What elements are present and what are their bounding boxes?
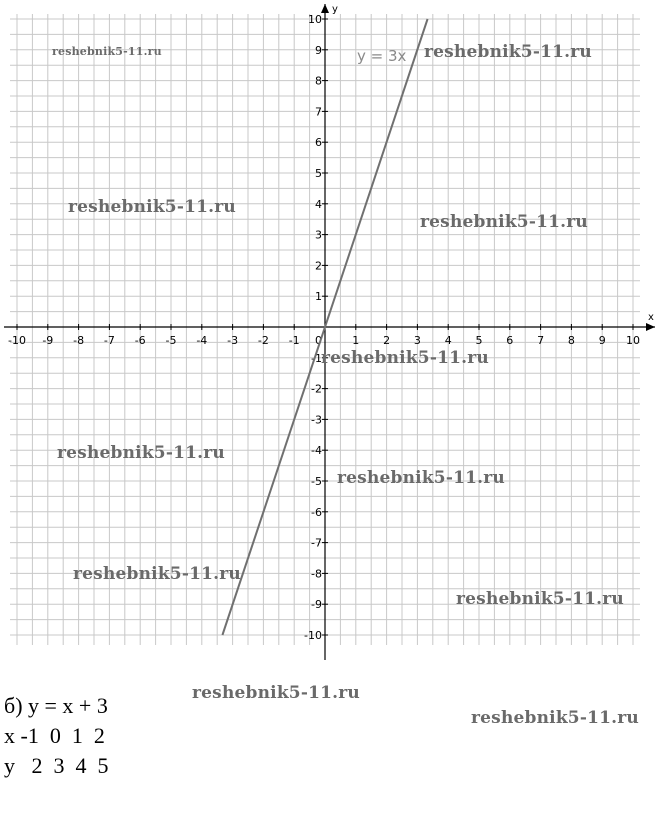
x-tick-label: 7 — [537, 334, 545, 347]
y-tick-label: -4 — [311, 444, 322, 458]
y-tick-label: -9 — [311, 598, 322, 612]
x-tick-label: -9 — [42, 334, 54, 347]
watermark: reshebnik5-11.ru — [192, 683, 360, 703]
y-tick-label: 2 — [315, 259, 322, 273]
y-tick-label: -5 — [311, 475, 322, 488]
x-tick-label: 9 — [598, 334, 606, 347]
y-tick-label: -8 — [311, 567, 322, 581]
y-axis-label: y — [332, 4, 338, 15]
watermark: reshebnik5-11.ru — [337, 468, 505, 488]
origin-label: 0 — [315, 334, 322, 347]
x-axis-label: x — [648, 312, 654, 323]
watermark: reshebnik5-11.ru — [52, 45, 162, 58]
x-tick-label: 10 — [626, 334, 640, 347]
y-tick-label: 5 — [315, 167, 322, 180]
watermark: reshebnik5-11.ru — [471, 708, 639, 728]
x-tick-label: 2 — [383, 334, 391, 347]
y-tick-label: 7 — [315, 105, 322, 119]
x-tick-label: -3 — [227, 334, 239, 347]
watermark: reshebnik5-11.ru — [68, 197, 236, 217]
watermark: reshebnik5-11.ru — [456, 589, 624, 609]
y-tick-label: -7 — [311, 536, 322, 550]
x-tick-label: -5 — [165, 334, 177, 347]
x-tick-label: 4 — [444, 334, 452, 347]
x-tick-label: -1 — [288, 334, 300, 347]
x-tick-label: 6 — [506, 334, 514, 347]
y-tick-label: 6 — [315, 136, 322, 150]
x-tick-label: 1 — [352, 334, 360, 347]
y-tick-label: 1 — [315, 290, 322, 304]
table-y-row: y 2 3 4 5 — [4, 753, 109, 778]
watermark: reshebnik5-11.ru — [424, 42, 592, 62]
y-tick-label: 8 — [315, 74, 322, 88]
y-tick-label: 9 — [315, 43, 322, 57]
x-tick-label: -2 — [257, 334, 269, 347]
y-tick-label: 4 — [315, 197, 322, 211]
table-x-row: x -1 0 1 2 — [4, 723, 105, 748]
x-tick-label: -6 — [134, 334, 146, 347]
y-tick-label: -6 — [311, 505, 322, 519]
y-tick-label: 3 — [315, 228, 322, 242]
x-tick-label: -4 — [196, 334, 208, 347]
y-tick-label: 10 — [308, 13, 322, 26]
x-tick-label: 8 — [567, 334, 575, 347]
y-tick-label: -2 — [311, 382, 322, 396]
y-tick-label: -10 — [304, 629, 322, 642]
watermark: reshebnik5-11.ru — [420, 212, 588, 232]
x-tick-label: 3 — [413, 334, 421, 347]
x-tick-label: -8 — [73, 334, 85, 347]
watermark: reshebnik5-11.ru — [73, 564, 241, 584]
x-tick-label: -7 — [103, 334, 115, 347]
y-tick-label: -3 — [311, 413, 322, 427]
x-tick-label: 5 — [475, 334, 483, 347]
x-tick-label: -10 — [8, 334, 26, 347]
series-label: y = 3x — [357, 47, 407, 65]
watermark: reshebnik5-11.ru — [57, 443, 225, 463]
y-tick-label: -1 — [311, 351, 322, 365]
watermark: reshebnik5-11.ru — [321, 348, 489, 368]
function-heading: б) y = x + 3 — [4, 693, 108, 718]
